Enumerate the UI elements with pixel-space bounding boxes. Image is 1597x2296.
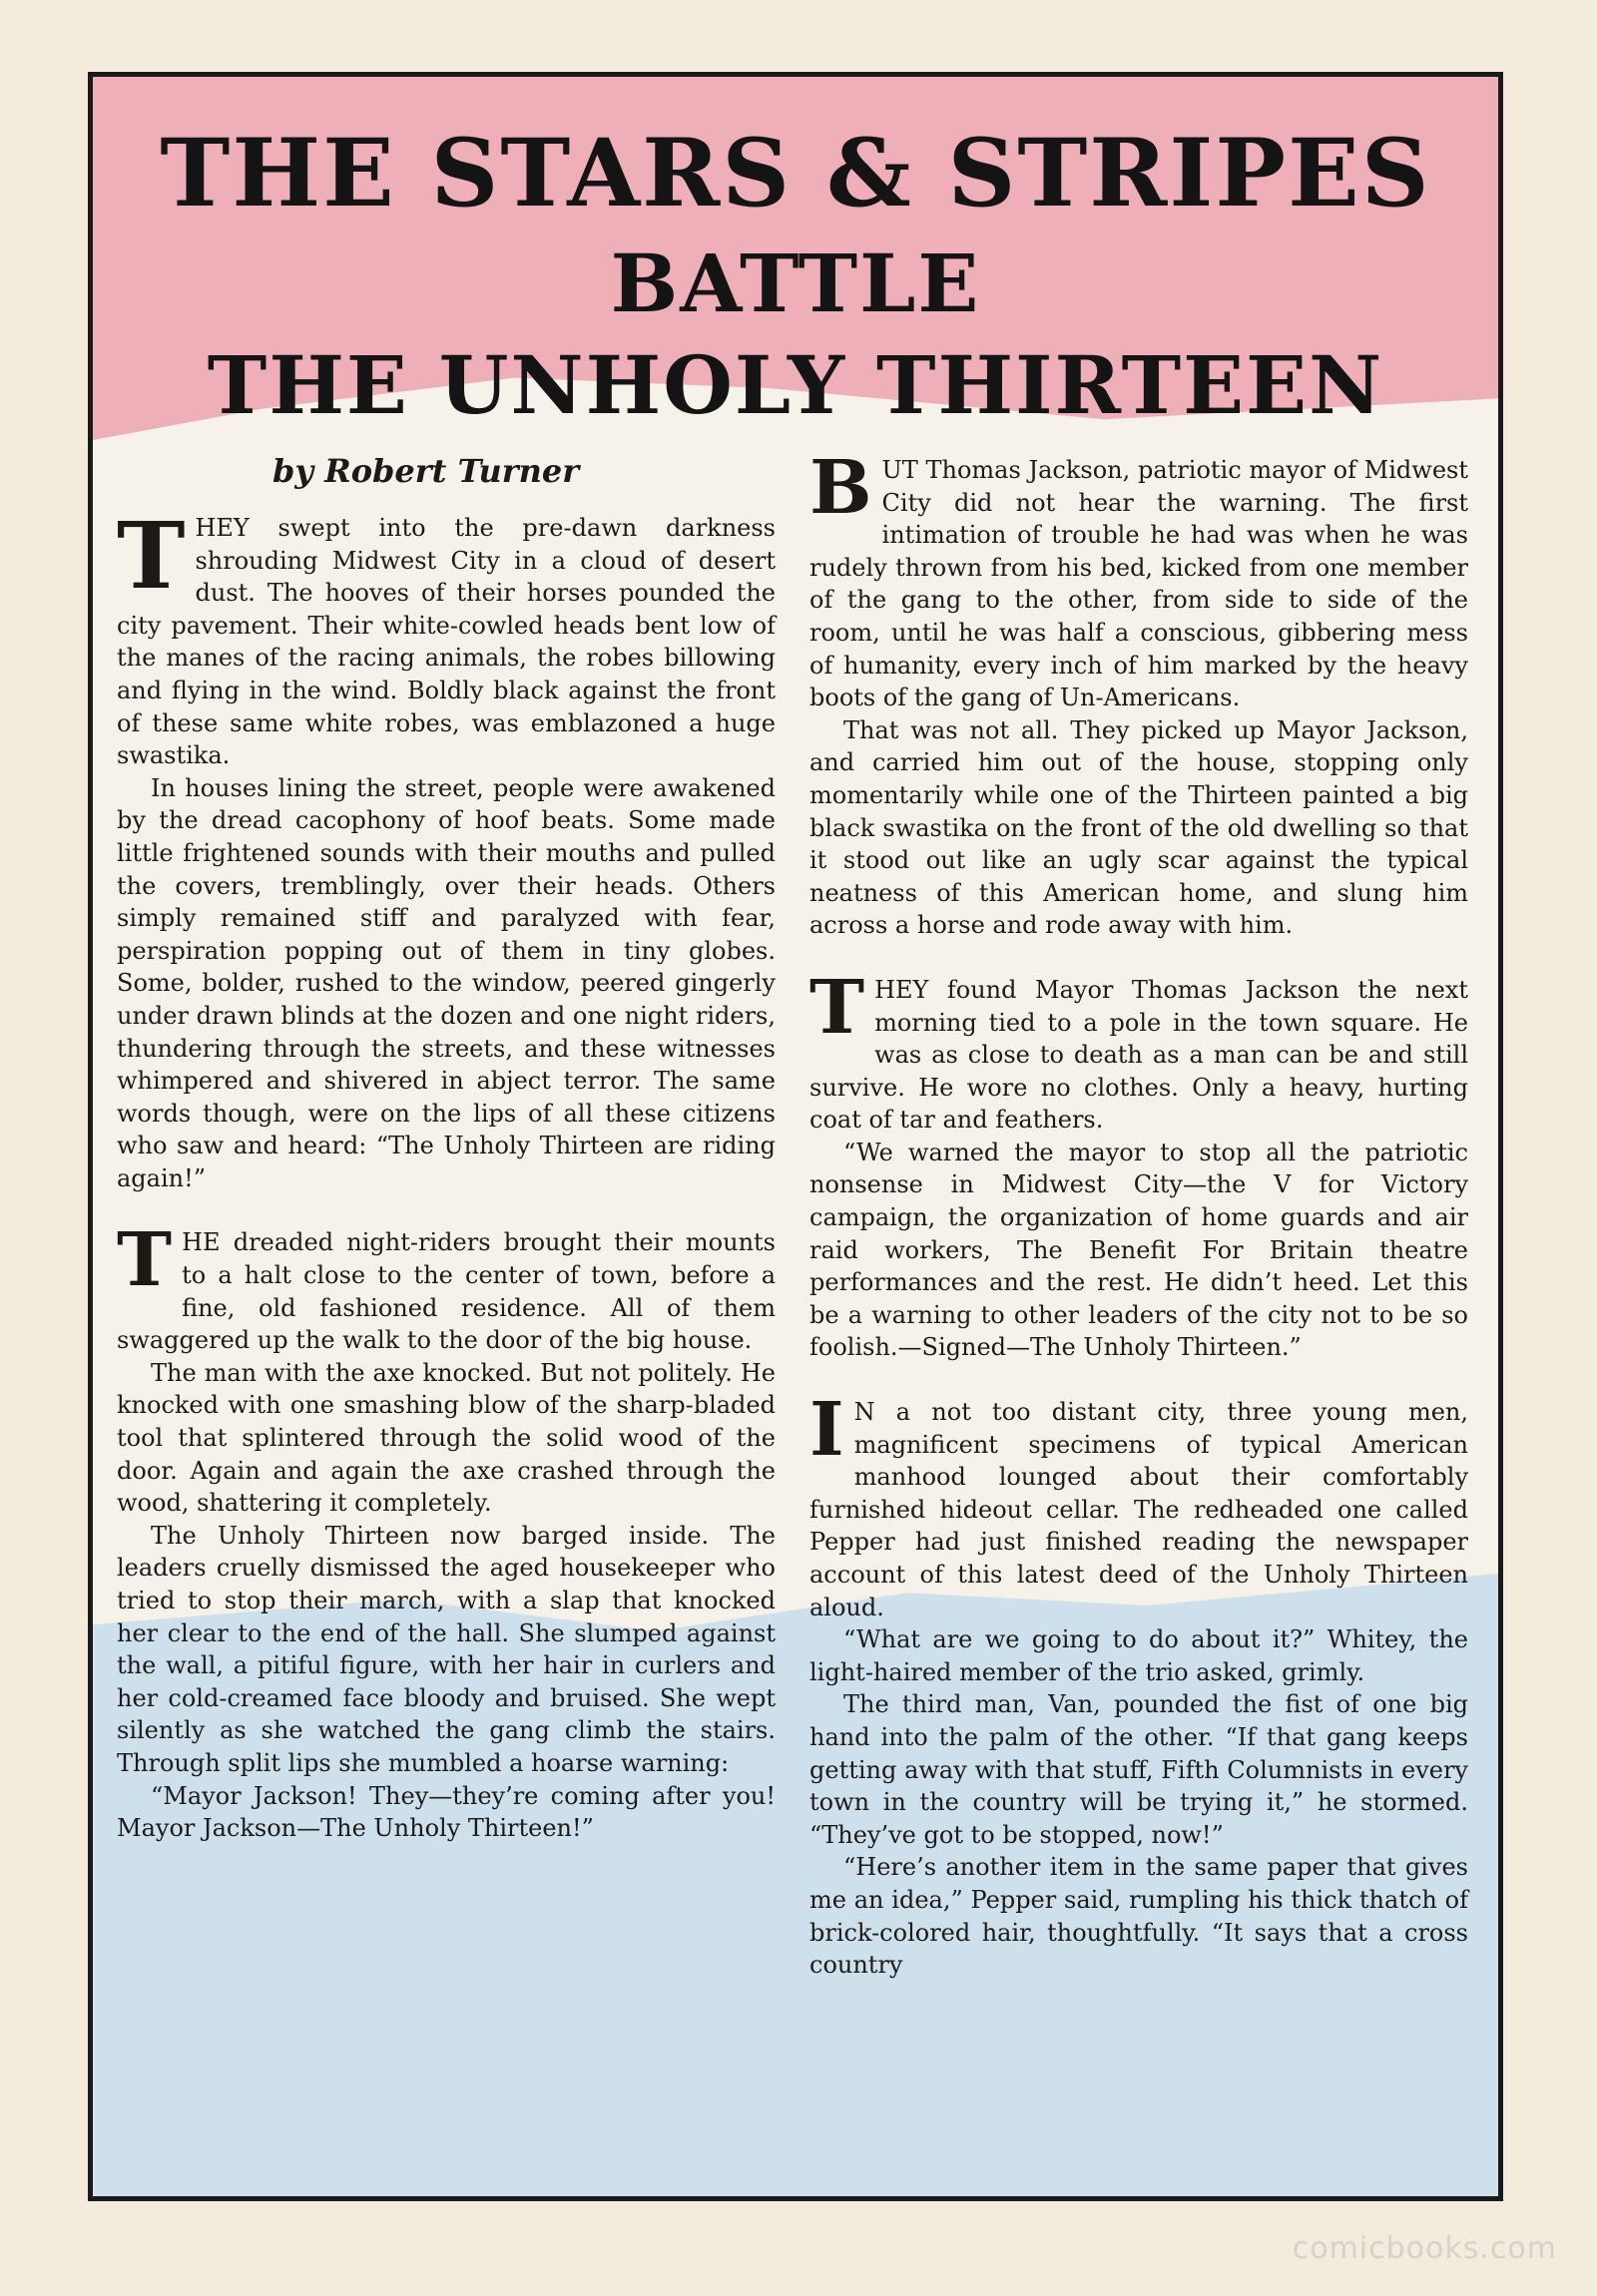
byline: by Robert Turner [272, 452, 580, 490]
paragraph: The third man, Van, pounded the fist of one big hand into the palm of the other. “If that gang keeps getting away with that stuff, Fifth Columnists in every town in the country will be trying it,” he stormed. “They’ve got to be stopped, now!” [809, 1690, 1468, 1849]
right-column [809, 445, 1468, 1982]
paragraph-text: UT Thomas Jackson, patriotic mayor of Midwest City did not hear the warning. The first intimation of trouble he had was when he was rudely thrown from his bed, kicked from one member of the gang to the other, from side to side of the room, until he was half a conscious, gibbering mess of humanity, every inch of him marked by the heavy boots of the gang of Un-Americans. [809, 456, 1468, 712]
paragraph: “Mayor Jackson! They—they’re coming after you! Mayor Jackson—The Unholy Thirteen!” [117, 1781, 776, 1843]
drop-cap: T [117, 502, 186, 610]
drop-cap: T [117, 1217, 173, 1304]
drop-cap: B [809, 445, 872, 531]
paragraph: “Here’s another item in the same paper that gives me an idea,” Pepper said, rumpling his thick thatch of brick-colored hair, thoughtfully. “It says that a cross country [809, 1853, 1468, 1980]
paragraph-text: HEY found Mayor Thomas Jackson the next morning tied to a pole in the town square. He was as close to death as a man can be and still survive. He wore no clothes. Only a heavy, hurting coat of tar and feathers. [809, 975, 1468, 1135]
paragraph: That was not all. They picked up Mayor Jackson, and carried him out of the house, stopping only momentarily while one of the Thirteen painted a big black swastika on the front of the old dwelling so that it stood out like an ugly scar against the typical neatness of this American home, and slung him across a horse and rode away with him. [809, 715, 1468, 940]
paragraph-text: HEY swept into the pre-dawn darkness shrouding Midwest City in a cloud of desert dust. The hooves of their horses pounded the city pavement. Their white-cowled heads bent low of the manes of the racing animals, the robes billowing and flying in the wind. Boldly black against the front of these same white robes, was emblazoned a huge swastika. [117, 514, 776, 770]
title-line-3: THE UNHOLY THIRTEEN [207, 338, 1384, 432]
paragraph [809, 445, 1468, 714]
paragraph: The man with the axe knocked. But not politely. He knocked with one smashing blow of the sharp-bladed tool that splintered through the solid wood of the door. Again and again the axe crashed through the wood, shattering it completely. [117, 1358, 776, 1518]
page-frame [88, 72, 1503, 2201]
paragraph [117, 502, 776, 772]
paragraph: “What are we going to do about it?” Whitey, the light-haired member of the trio asked, grimly. [809, 1625, 1468, 1686]
watermark: comicbooks.com [1292, 2231, 1557, 2266]
paragraph: “We warned the mayor to stop all the patriotic nonsense in Midwest City—the V for Victory campaign, the organization of home guards and air raid workers, The Benefit For Britain theatre performances and the rest. He didn’t heed. Let this be a warning to other leaders of the city not to be so foolish.—Signed—The Unholy Thirteen.” [809, 1138, 1468, 1362]
paragraph: The Unholy Thirteen now barged inside. The leaders cruelly dismissed the aged housekeeper who tried to stop their march, with a slap that knocked her clear to the end of the hall. She slumped against the wall, a pitiful figure, with her hair in curlers and her cold-creamed face bloody and bruised. She wept silently as she watched the gang climb the stairs. Through split lips she mumbled a hoarse warning: [117, 1521, 776, 1777]
title-line-2: BATTLE [610, 236, 981, 330]
drop-cap: T [809, 964, 865, 1051]
paragraph [117, 1217, 776, 1356]
drop-cap: I [809, 1387, 844, 1474]
paragraph [809, 1387, 1468, 1623]
paragraph-text: N a not too distant city, three young men, magnificent specimens of typical American manhood lounged about their comfortably furnished hideout cellar. The redheaded one called Pepper had just finished reading the newspaper account of this latest deed of the Unholy Thirteen aloud. [809, 1398, 1468, 1621]
paragraph-text: HE dreaded night-riders brought their mounts to a halt close to the center of town, before a fine, old fashioned residence. All of them swaggered up the walk to the door of the big house. [117, 1228, 776, 1355]
paragraph [809, 964, 1468, 1137]
paragraph: In houses lining the street, people were awakened by the dread cacophony of hoof beats. Some made little frightened sounds with their mouths and pulled the covers, tremblingly, over their heads. Others simply remained stiff and paralyzed with fear, perspiration popping out of them in tiny globes. Some, bolder, rushed to the window, peered gingerly under drawn blinds at the dozen and one night riders, thundering through the streets, and these witnesses whimpered and shivered in abject terror. The same words though, were on the lips of all these citizens who saw and heard: “The Unholy Thirteen are riding again!” [117, 773, 776, 1192]
title-line-1: THE STARS & STRIPES [160, 119, 1431, 229]
left-column [117, 502, 776, 1845]
